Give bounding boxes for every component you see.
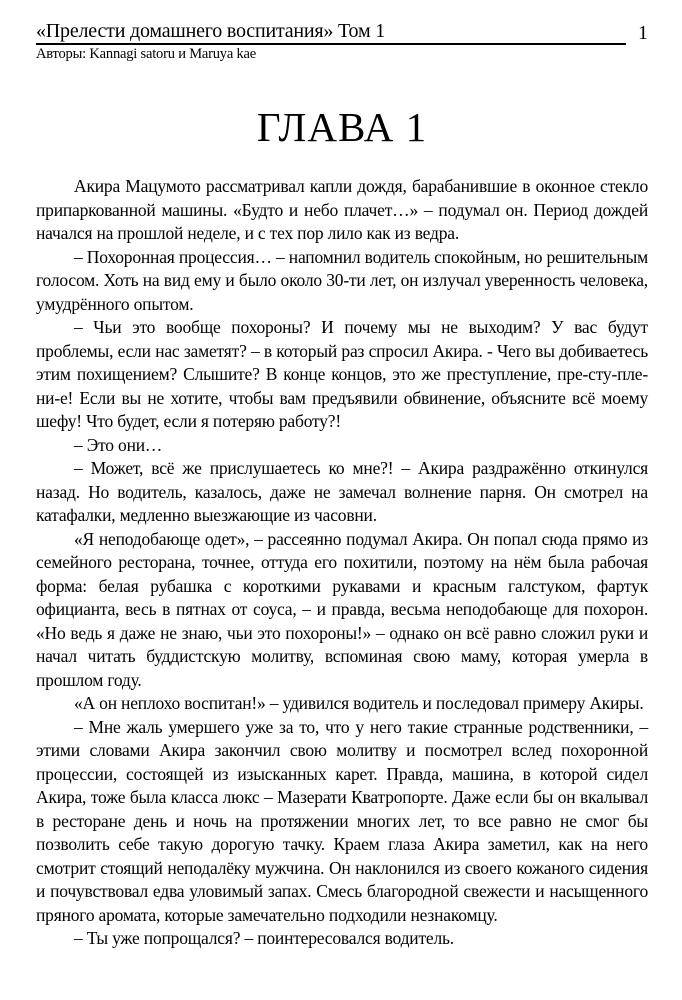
- book-title: «Прелести домашнего воспитания» Том 1: [36, 20, 386, 42]
- chapter-heading: ГЛАВА 1: [256, 104, 428, 150]
- paragraph: – Это они…: [74, 434, 163, 455]
- paragraph: Акира Мацумото рассматривал капли дождя, барабанившие в оконное стекло припаркованной машины. «Будто и небо плачет…» – подумал он. Период дождей начался на прошлой неделе, и с тех пор лило как из ведра.: [36, 176, 648, 243]
- header-rule: [36, 20, 626, 45]
- paragraph: – Ты уже попрощался? – поинтересовался водитель.: [74, 928, 454, 948]
- paragraph: – Может, всё же прислушаетесь ко мне?! – Акира раздражённо откинулся назад. Но водитель, казалось, даже не замечал волнение парня. Он смотрел на катафалки, медленно выезжающие из часовни.: [36, 458, 648, 525]
- paragraph: – Чьи это вообще похороны? И почему мы не выходим? У вас будут проблемы, если нас заметят? – в который раз спросил Акира. - Чего вы добиваетесь этим похищением? Слышите? В конце концов, это же преступление, пре-сту-пле-ни-е! Если вы не хотите, чтобы вам предъявили обвинение, объясните всё моему шефу! Что будет, если я потеряю работу?!: [36, 317, 648, 431]
- paragraph: – Мне жаль умершего уже за то, что у него такие странные родственники, – этими словами Акира закончил свою молитву и посмотрел вслед похоронной процессии, состоящей из изысканных карет. Правда, машина, в которой сидел Акира, тоже была класса люкс – Мазерати Кватропорте. Даже если бы он вкалывал в ресторане день и ночь на протяжении многих лет, то все равно не смог бы позволить себе такую дорогую тачку. Краем глаза Акира заметил, как на него смотрит стоящий неподалёку мужчина. Он наклонился из своего кожаного сидения и почувствовал едва уловимый запах. Смесь благородной свежести и насыщенного пряного аромата, которые замечательно подходили незнакомцу.: [36, 716, 648, 925]
- paragraph: «Я неподобающе одет», – рассеянно подумал Акира. Он попал сюда прямо из семейного ресторана, точнее, оттуда его похитили, поэтому на нём была рабочая форма: белая рубашка с короткими рукавами и красным галстуком, фартук официанта, весь в пятнах от соуса, – и правда, весьма неподобающе для похорон. «Но ведь я даже не знаю, чьи это похороны!» – однако он всё равно сложил руки и начал читать буддистскую молитву, вспоминая свою маму, которая умерла в прошлом году.: [36, 528, 648, 690]
- page-number: 1: [638, 22, 648, 44]
- page-header: [36, 20, 648, 45]
- paragraph: «А он неплохо воспитан!» – удивился водитель и последовал примеру Акиры.: [74, 693, 644, 713]
- paragraph: – Похоронная процессия… – напомнил водитель спокойным, но решительным голосом. Хоть на вид ему и было около 30-ти лет, он излучал уверенность человека, умудрённого опытом.: [36, 246, 648, 314]
- authors-line: Авторы: Kannagi satoru и Maruya kae: [36, 46, 257, 62]
- chapter-text: [36, 175, 648, 951]
